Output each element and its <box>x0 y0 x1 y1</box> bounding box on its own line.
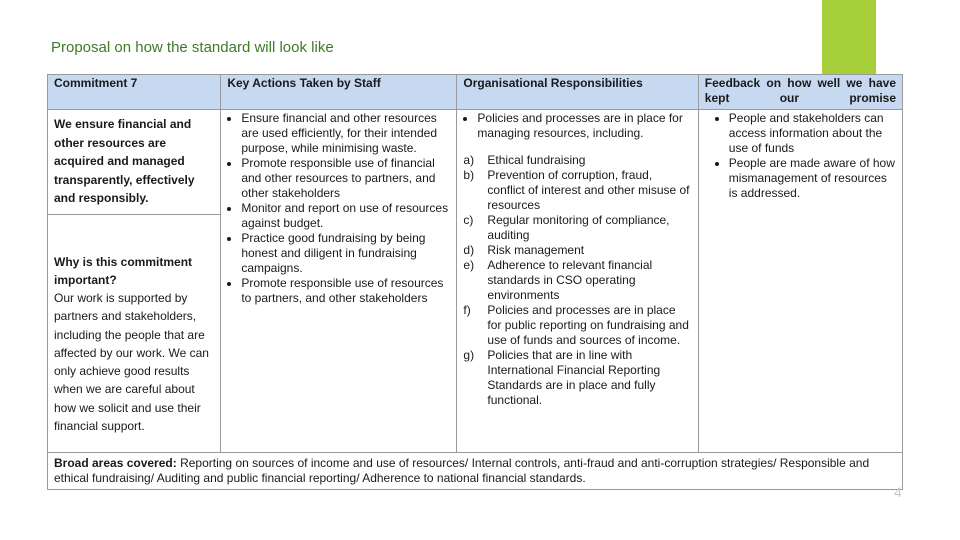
feedback-list <box>705 111 896 201</box>
list-item: • Promote responsible use of financial and other resources to partners, and other stakeholders <box>241 156 450 201</box>
page-number: 4 <box>894 484 902 500</box>
why-heading: Why is this commitment important? <box>54 255 193 287</box>
item-marker: a) <box>463 153 475 167</box>
list-item <box>463 168 691 213</box>
item-marker: c) <box>463 213 474 227</box>
item-text: Ethical fundraising <box>487 153 586 167</box>
why-body: Our work is supported by partners and stakeholders, including the people that are affected by our work. We can only achieve good results when we are careful about how we solicit and use their financial support. <box>54 291 209 434</box>
broad-areas-cell <box>48 453 903 490</box>
item-text: Risk management <box>487 243 585 257</box>
list-item <box>463 153 691 168</box>
list-item: • Monitor and report on use of resources against budget. <box>241 201 450 231</box>
commitment-table <box>47 74 903 490</box>
list-item: • People and stakeholders can access information about the use of funds <box>729 111 896 156</box>
feedback-cell <box>698 110 902 453</box>
item-marker: e) <box>463 258 475 272</box>
header-org-responsibilities: Organisational Responsibilities <box>457 75 698 110</box>
list-item <box>463 303 691 348</box>
item-text: Policies that are in line with International Financial Reporting Standards are in place and fully functional. <box>487 348 661 407</box>
item-text: Adherence to relevant financial standards in CSO operating environments <box>487 258 653 302</box>
item-text: Prevention of corruption, fraud, conflict of interest and other misuse of resources <box>487 168 690 212</box>
broad-areas-text: Reporting on sources of income and use of resources/ Internal controls, anti-fraud and anti-corruption strategies/ Responsible and ethical fundraising/ Auditing and public financial reporting/ Adherence to national financial standards. <box>54 456 870 485</box>
broad-areas-row <box>48 453 903 490</box>
key-actions-list <box>227 111 450 306</box>
list-item <box>463 243 691 258</box>
org-intro-list <box>463 111 691 141</box>
list-item: • People are made aware of how mismanagement of resources is addressed. <box>729 156 896 201</box>
commitment-statement-cell <box>48 110 221 215</box>
org-responsibilities-cell <box>457 110 698 453</box>
list-item: • Practice good fundraising by being honest and diligent in fundraising campaigns. <box>241 231 450 276</box>
header-key-actions: Key Actions Taken by Staff <box>221 75 457 110</box>
commitment-statement: We ensure financial and other resources are acquired and managed transparently, effectively and responsibly. <box>54 117 195 205</box>
list-item: • Promote responsible use of resources to partners, and other stakeholders <box>241 276 450 306</box>
header-feedback: Feedback on how well we have kept our promise <box>698 75 902 110</box>
org-items-list <box>463 153 691 408</box>
list-item <box>463 213 691 243</box>
header-row <box>48 75 903 110</box>
commitment-row <box>48 110 903 215</box>
item-text: Regular monitoring of compliance, auditing <box>487 213 670 242</box>
why-cell <box>48 215 221 453</box>
item-marker: f) <box>463 303 471 317</box>
item-marker: d) <box>463 243 475 257</box>
item-marker: g) <box>463 348 475 362</box>
header-commitment: Commitment 7 <box>48 75 221 110</box>
list-item <box>463 348 691 408</box>
list-item <box>463 258 691 303</box>
slide-title: Proposal on how the standard will look like <box>51 39 334 56</box>
org-intro: • Policies and processes are in place for managing resources, including. <box>477 111 691 141</box>
broad-areas-label: Broad areas covered: <box>54 456 177 470</box>
accent-bar <box>822 0 876 76</box>
item-marker: b) <box>463 168 475 182</box>
list-item: • Ensure financial and other resources are used efficiently, for their intended purpose, while minimising waste. <box>241 111 450 156</box>
key-actions-cell <box>221 110 457 453</box>
item-text: Policies and processes are in place for public reporting on fundraising and use of funds and sources of income. <box>487 303 689 347</box>
